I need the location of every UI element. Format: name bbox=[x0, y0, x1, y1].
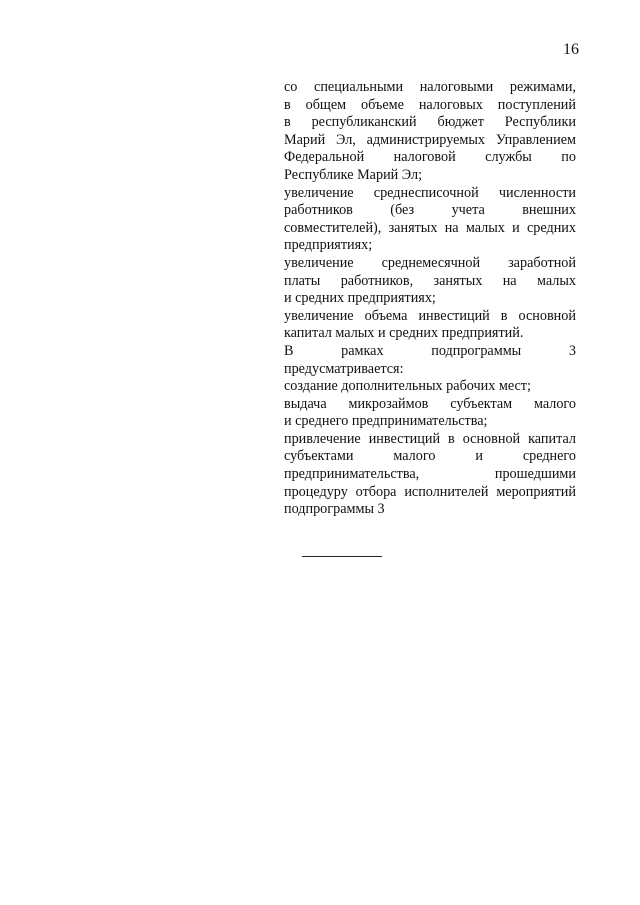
text-line bbox=[284, 185, 576, 203]
word: Марий bbox=[284, 131, 326, 148]
word: налоговыми bbox=[419, 79, 494, 95]
word: мероприятий bbox=[496, 483, 576, 500]
word: увеличение bbox=[284, 254, 354, 271]
word: бюджет bbox=[437, 114, 484, 131]
word: объеме bbox=[361, 96, 404, 113]
word: численности bbox=[498, 184, 576, 201]
word: инвестиций bbox=[418, 307, 490, 324]
word: субъектам bbox=[450, 395, 513, 412]
word: в bbox=[448, 430, 455, 447]
word: субъектами bbox=[284, 448, 354, 465]
text-line bbox=[284, 431, 576, 449]
word: внешних bbox=[522, 202, 576, 219]
word: Республики bbox=[504, 114, 576, 131]
word: увеличение bbox=[284, 307, 354, 324]
word: инвестиций bbox=[368, 430, 441, 447]
word: капитал bbox=[528, 430, 576, 447]
word: платы bbox=[284, 272, 321, 289]
text-line bbox=[284, 114, 576, 132]
word: службы bbox=[485, 149, 532, 166]
word: среднесписочной bbox=[373, 184, 479, 201]
word: со bbox=[284, 79, 298, 95]
word: специальными bbox=[314, 79, 404, 95]
page-number: 16 bbox=[563, 41, 579, 58]
word: работников, bbox=[340, 272, 414, 289]
word: работников bbox=[284, 202, 353, 219]
text-line bbox=[284, 273, 576, 291]
word: общем bbox=[305, 96, 347, 113]
word: предпринимательства, bbox=[284, 466, 420, 483]
word: подпрограммы bbox=[431, 342, 522, 359]
word: выдача bbox=[284, 395, 327, 412]
word: занятых bbox=[388, 219, 438, 236]
word: прошедшими bbox=[494, 466, 576, 483]
word: администрируемых bbox=[366, 131, 486, 148]
body-text bbox=[284, 79, 576, 519]
text-line: и средних предприятиях; bbox=[284, 290, 436, 307]
word: совместителей), bbox=[284, 219, 382, 236]
text-line bbox=[284, 396, 576, 414]
word: 3 bbox=[568, 342, 576, 359]
text-line: капитал малых и средних предприятий. bbox=[284, 325, 524, 342]
word: малого bbox=[393, 448, 436, 465]
text-line bbox=[284, 79, 576, 97]
word: процедуру bbox=[284, 483, 348, 500]
text-line: создание дополнительных рабочих мест; bbox=[284, 378, 531, 395]
text-line bbox=[284, 220, 576, 238]
text-line bbox=[284, 448, 576, 466]
text-line bbox=[284, 308, 576, 326]
word: по bbox=[561, 149, 576, 166]
text-line bbox=[284, 97, 576, 115]
word: занятых bbox=[433, 272, 483, 289]
text-line bbox=[284, 149, 576, 167]
word: рамках bbox=[341, 342, 384, 359]
word: малого bbox=[533, 395, 576, 412]
word: режимами, bbox=[509, 79, 576, 95]
word: малых bbox=[465, 219, 505, 236]
word: среднемесячной bbox=[381, 254, 481, 271]
word: Эл, bbox=[336, 131, 356, 148]
word: республиканский bbox=[311, 114, 417, 131]
word: привлечение bbox=[284, 430, 361, 447]
text-line: предприятиях; bbox=[284, 237, 373, 254]
word: основной bbox=[462, 430, 521, 447]
word: налоговой bbox=[393, 149, 456, 166]
text-line: подпрограммы 3 bbox=[284, 501, 385, 518]
word: микрозаймов bbox=[348, 395, 429, 412]
word: среднего bbox=[522, 448, 576, 465]
word: в bbox=[284, 114, 291, 131]
word: основной bbox=[518, 307, 576, 324]
closing-divider bbox=[302, 556, 382, 557]
text-line: и среднего предпринимательства; bbox=[284, 413, 488, 430]
word: отбора bbox=[355, 483, 397, 500]
word: увеличение bbox=[284, 184, 354, 201]
word: на bbox=[502, 272, 517, 289]
text-line: Республике Марий Эл; bbox=[284, 166, 423, 183]
word: Управлением bbox=[495, 131, 576, 148]
word: Федеральной bbox=[284, 149, 365, 166]
word: (без bbox=[390, 202, 415, 219]
text-line: предусматривается: bbox=[284, 360, 404, 377]
text-line bbox=[284, 255, 576, 273]
word: на bbox=[444, 219, 459, 236]
word: исполнителей bbox=[404, 483, 489, 500]
word: и bbox=[475, 448, 483, 465]
text-line bbox=[284, 343, 576, 361]
word: поступлений bbox=[497, 96, 576, 113]
word: средних bbox=[527, 219, 576, 236]
text-line bbox=[284, 202, 576, 220]
text-line bbox=[284, 132, 576, 150]
word: и bbox=[512, 219, 520, 236]
text-line bbox=[284, 466, 576, 484]
word: учета bbox=[451, 202, 485, 219]
word: заработной bbox=[508, 254, 576, 271]
word: налоговых bbox=[418, 96, 483, 113]
word: малых bbox=[536, 272, 576, 289]
word: В bbox=[284, 342, 294, 359]
word: объема bbox=[364, 307, 408, 324]
text-line bbox=[284, 484, 576, 502]
word: в bbox=[500, 307, 508, 324]
word: в bbox=[284, 96, 291, 113]
